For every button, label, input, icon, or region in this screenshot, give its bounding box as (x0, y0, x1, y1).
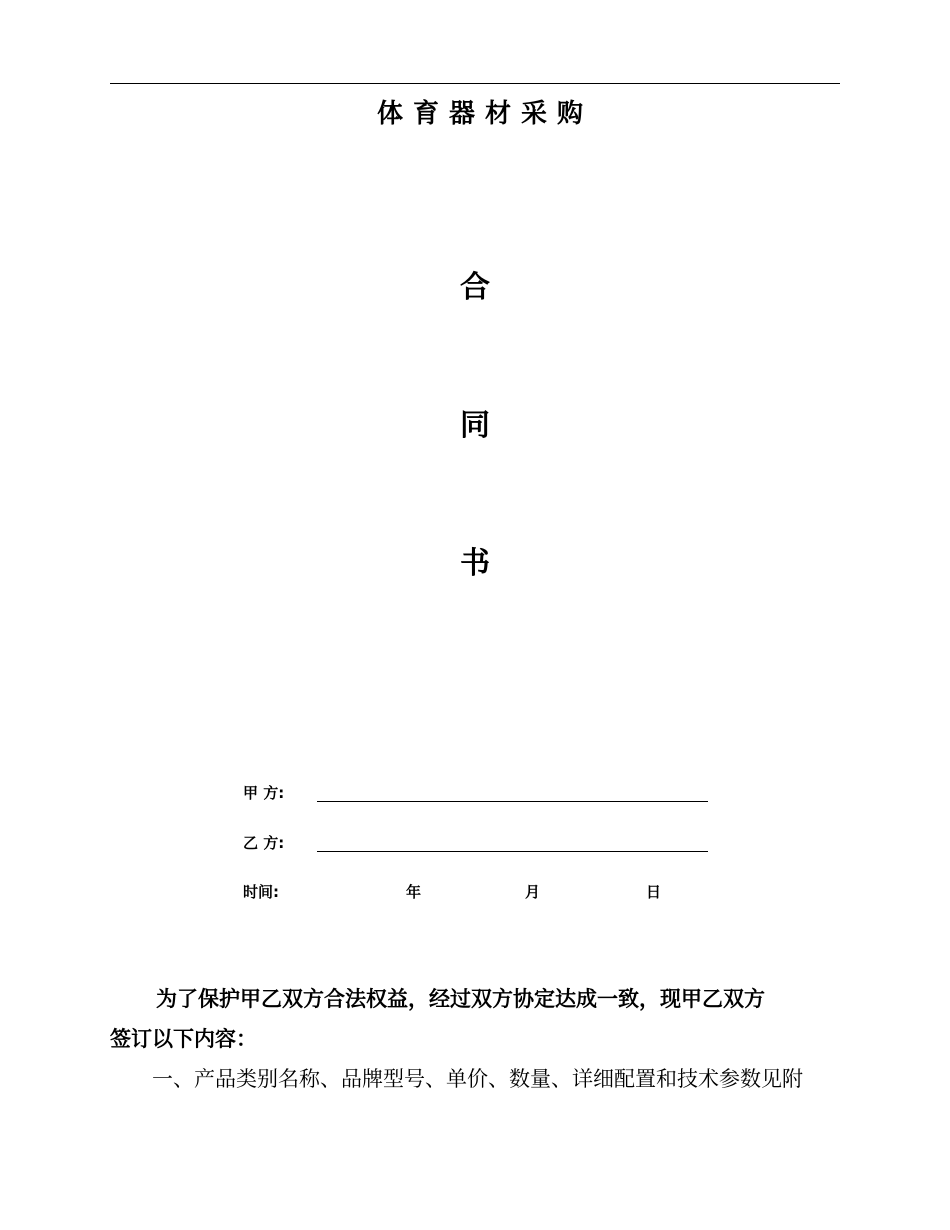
intro-line-1-text: 为了保护甲乙双方合法权益，经过双方协定达成一致，现甲乙双方 (156, 987, 765, 1011)
date-row (243, 881, 743, 905)
month-label: 月 (525, 883, 541, 901)
party-b-label: 乙 方: (243, 834, 285, 852)
header-rule (110, 83, 840, 84)
party-a-label: 甲 方: (243, 784, 285, 802)
document-title: 体育器材采购 (376, 99, 593, 129)
party-a-blank-line[interactable] (317, 801, 708, 802)
intro-line-2: 签订以下内容： (110, 1027, 257, 1051)
intro-line-1 (110, 979, 840, 1019)
date-label: 时间: (243, 883, 279, 901)
day-label: 日 (646, 883, 662, 901)
title-char-he: 合 (460, 270, 490, 305)
party-b-blank-line[interactable] (317, 851, 708, 852)
title-char-shu: 书 (460, 546, 490, 581)
clause-1-paragraph (110, 1059, 840, 1099)
title-char-tong: 同 (460, 408, 490, 443)
year-label: 年 (406, 883, 422, 901)
intro-paragraph (110, 979, 840, 1059)
clause-1-text: 一、产品类别名称、品牌型号、单价、数量、详细配置和技术参数见附 (152, 1067, 803, 1091)
